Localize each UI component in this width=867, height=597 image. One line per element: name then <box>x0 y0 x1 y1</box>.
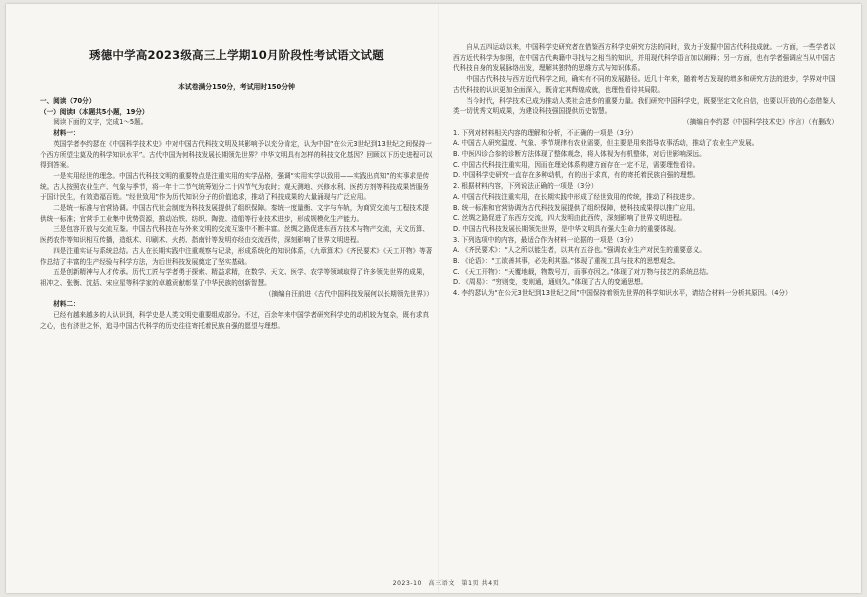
question-stem: 3. 下列选项中的内容，最适合作为材料一论据的一项是（3分） <box>453 235 638 244</box>
left-column <box>40 4 433 593</box>
material2-source: （摘编自李约瑟《中国科学技术史》序言）（有删改） <box>683 117 838 126</box>
question-1 <box>453 128 838 182</box>
question-option: A. 中国古代科技注重实用，在长期实践中形成了经世致用的传统，推动了科技进步。 <box>453 192 699 201</box>
material2-continued-paragraph: 自从五四运动以来，中国科学史研究者在借鉴西方科学史研究方法的同时，致力于发掘中国古代科技成就。一方面，一些学者以西方近代科学为参照，在中国古代典籍中寻找与之相当的知识，并用现代科学语言加以阐释；另一方面，也有学者强调应当从中国古代科技自身的发展脉络出发，理解其独特的思维方式与知识体系。 <box>453 43 836 73</box>
material1-paragraph: 四是注重实证与系统总结。古人在长期实践中注重观察与记录，形成系统化的知识体系，《九章算术》《齐民要术》《天工开物》等著作总结了丰富的生产经验与科学方法，为后世科技发展奠定了坚实基础。 <box>40 246 433 266</box>
question-option: D. 中国古代科技发展长期领先世界，是中华文明具有强大生命力的重要体现。 <box>453 224 680 233</box>
question-option: B. 统一标准和官营协调为古代科技发展提供了组织保障，使科技成果得以推广应用。 <box>453 203 700 212</box>
question-option: C. 《天工开物》：“天覆地载，物数号万，而事亦因之。”体现了对万物与技艺的系统总结。 <box>453 267 713 276</box>
page-fold-line <box>438 4 439 593</box>
material1-source: （摘编自汪前进《古代中国科技发展何以长期领先世界》） <box>264 289 433 298</box>
instruction-text: 阅读下面的文字，完成1～5题。 <box>53 118 148 127</box>
material1-paragraph: 二是统一标准与官营协调。中国古代社会制度为科技发展提供了组织保障。秦统一度量衡、文字与车轨，为商贸交流与工程技术提供统一标准；官营手工业集中优势资源，推动冶铁、纺织、陶瓷、造船等行业技术进步，形成规模化生产能力。 <box>40 204 430 223</box>
exam-subtitle: 本试卷满分150分，考试用时150分钟 <box>178 83 295 91</box>
question-stem: 2. 根据材料内容，下列说法正确的一项是（3分） <box>453 182 598 191</box>
right-content <box>453 42 838 299</box>
material1-paragraph: 三是包容开放与交流互鉴。中国古代科技在与外来文明的交流互鉴中不断丰富。丝绸之路促进东西方技术与物产交流，天文历算、医药农作等知识相互传播，造纸术、印刷术、火药、指南针等发明亦经由交流西传，深刻影响了世界文明进程。 <box>40 225 430 245</box>
reading-section <box>40 96 433 331</box>
question-option: D. 中国科学史研究一直存在多种动机，有的出于求真，有的寄托着民族自强的理想。 <box>453 171 700 180</box>
question-option: C. 丝绸之路促进了东西方交流，四大发明由此西传，深刻影响了世界文明进程。 <box>453 214 686 223</box>
material1-paragraph: 五是创新精神与人才传承。历代工匠与学者勇于探索、精益求精，在数学、天文、医学、农学等领域取得了许多领先世界的成果，祖冲之、张衡、沈括、宋应星等科学家的卓越贡献彰显了中华民族的创新智慧。 <box>40 268 430 287</box>
material2-continued-paragraph: 当今时代，科学技术已成为推动人类社会进步的重要力量。我们研究中国科学史，既要坚定文化自信，也要以开放的心态借鉴人类一切优秀文明成果，为建设科技强国提供历史智慧。 <box>453 96 836 116</box>
exam-title: 琇德中学高2023级高三上学期10月阶段性考试语文试题 <box>89 48 384 62</box>
page-footer: 2023-10 高三语文 第1页 共4页 <box>392 580 500 587</box>
subsection-heading: （一）阅读Ⅰ（本题共5小题，19分） <box>40 107 149 116</box>
material1-label: 材料一： <box>53 129 80 138</box>
material1-paragraph: 一是实用经世的理念。中国古代科技文明的重要特点是注重实用的实学品格，强调“实用实学以致用——实践出真知”的实事求是传统。古人按照农业生产、气象与季节，将一年十二节气统筹划分二十四节气为农时；观天测地、兴修水利、医药方剂等科技成果皆服务于国计民生，有效造福百姓。“经世致用”作为历代知识分子的价值追求，推动了科技成果的大量涌现与广泛应用。 <box>40 171 430 202</box>
question-3 <box>453 235 838 289</box>
material2-paragraph: 已经有越来越多的人认识到，科学史是人类文明史重要组成部分。不过，百余年来中国学者研究科学史的动机较为复杂，既有求真之心，也有济世之怀，追寻中国古代科学的历史往往寄托着民族自强的愿望与理想。 <box>40 311 430 330</box>
material1-paragraph: 英国学者李约瑟在《中国科学技术史》中对中国古代科技文明及其影响予以充分肯定，认为中国“在公元3世纪到13世纪之间保持一个西方所望尘莫及的科学知识水平”。古代中国为何科技发展长期领先世界？中华文明具有怎样的科技文化基因？回顾以下历史进程可以得到答案。 <box>40 139 433 170</box>
question-4: 4. 李约瑟认为“在公元3世纪到13世纪之间”中国保持着领先世界的科学知识水平，请结合材料一分析其原因。（4分） <box>453 289 792 298</box>
material2-label: 材料二： <box>53 300 80 309</box>
question-option: D. 《周易》：“穷则变，变则通，通则久。”体现了古人的变通思想。 <box>453 278 648 287</box>
question-option: C. 中国古代科技注重实用，因而在理论体系构建方面存在一定不足，需要理性看待。 <box>453 160 700 169</box>
question-stem: 1. 下列对材料相关内容的理解和分析，不正确的一项是（3分） <box>453 128 638 137</box>
section-heading: 一、阅读（70分） <box>40 97 96 105</box>
question-option: B. 中医四诊合参的诊断方法体现了整体观念，将人体视为有机整体，对后世影响深远。 <box>453 150 706 159</box>
material2-continued-paragraph: 中国古代科技与西方近代科学之间，确实有不同的发展路径。近几十年来，随着考古发现的增多和研究方法的进步，学界对中国古代科技的认识更加全面深入，既肯定其辉煌成就，也理性看待其局限。 <box>453 75 836 94</box>
exam-page <box>6 4 861 593</box>
question-option: A. 《齐民要术》：“人之所以能生者，以其有五谷也。”强调农业生产对民生的重要意义。 <box>453 246 706 255</box>
right-column <box>453 4 838 593</box>
question-option: A. 中国古人研究温度、气象、季节规律有农业需要，但主要是用来指导农事活动，推动了农业生产发展。 <box>453 139 759 148</box>
question-2 <box>453 181 838 235</box>
question-option: B. 《论语》：“工欲善其事，必先利其器。”体现了重视工具与技术的思想观念。 <box>453 257 680 266</box>
